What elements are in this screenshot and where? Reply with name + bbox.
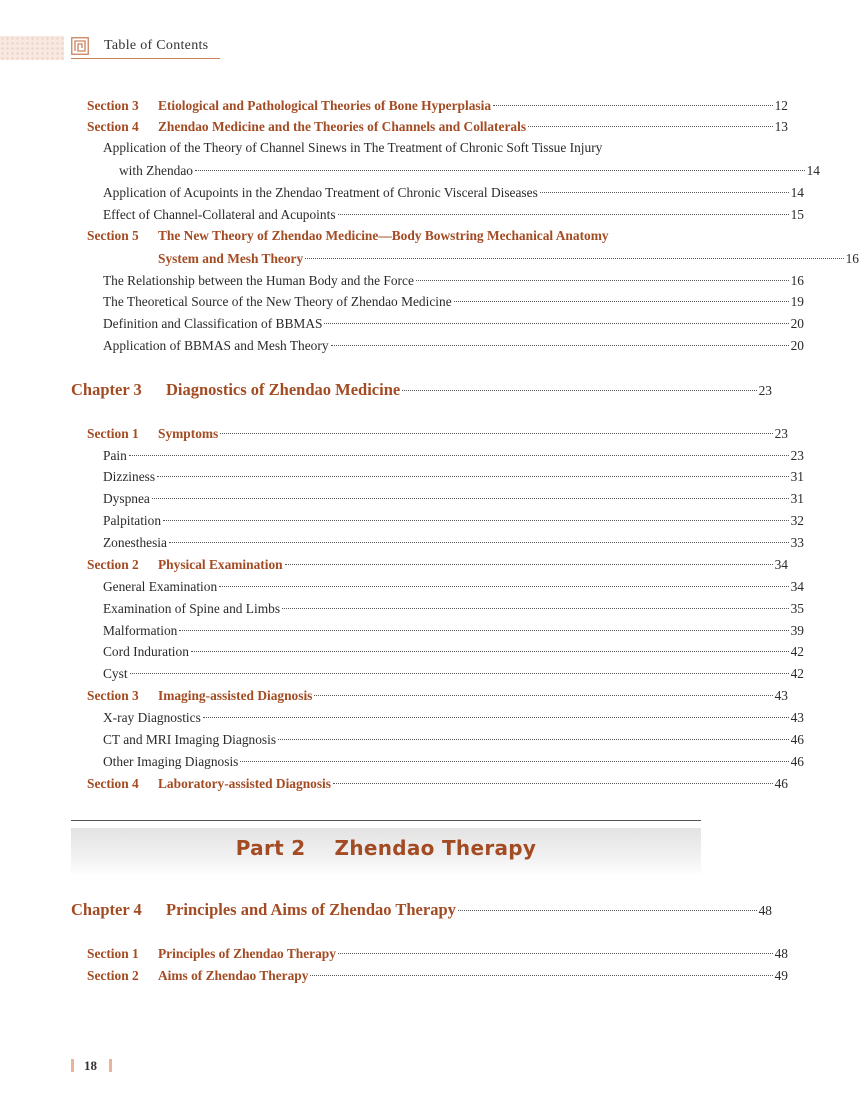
toc-item-title: The Relationship between the Human Body and the Force — [103, 273, 414, 288]
dot-leader — [333, 783, 773, 784]
page-number: 42 — [790, 644, 804, 659]
section-label: Section 2 — [87, 968, 139, 983]
toc-item-title: Cord Induration — [103, 644, 189, 659]
page-number: 14 — [790, 185, 804, 200]
dot-leader — [458, 910, 757, 911]
meander-icon — [71, 37, 89, 55]
part-title[interactable] — [71, 836, 701, 860]
page-number: 39 — [790, 623, 804, 638]
page-number: 16 — [790, 273, 804, 288]
toc-chapter[interactable] — [0, 381, 772, 407]
section-title: Principles of Zhendao Therapy — [158, 946, 336, 961]
toc-entry[interactable] — [0, 206, 804, 228]
toc-entry[interactable] — [0, 337, 804, 359]
page-number: 31 — [790, 469, 804, 484]
dot-leader — [157, 476, 789, 477]
chapter-label: Chapter 4 — [71, 900, 142, 919]
page-number: 23 — [774, 426, 788, 441]
toc-entry[interactable] — [0, 945, 788, 967]
dot-leader — [203, 717, 789, 718]
toc-item-title: Dyspnea — [103, 491, 150, 506]
page-number: 49 — [774, 968, 788, 983]
chapter-title: Diagnostics of Zhendao Medicine — [166, 380, 401, 399]
section-title: Etiological and Pathological Theories of Bone Hyperplasia — [158, 98, 492, 113]
page-number: 33 — [790, 535, 804, 550]
footer-page-number: 18 — [84, 1058, 97, 1073]
dot-leader — [129, 455, 789, 456]
toc-item-title: Definition and Classification of BBMAS — [103, 316, 323, 331]
toc-entry[interactable] — [0, 184, 804, 206]
toc-entry[interactable] — [0, 293, 804, 315]
footer-bar-left — [71, 1059, 74, 1072]
toc-entry[interactable] — [0, 315, 804, 337]
toc-entry[interactable] — [0, 709, 804, 731]
section-label: Section 4 — [87, 119, 139, 134]
toc-entry[interactable] — [0, 600, 804, 622]
dot-leader — [540, 192, 789, 193]
toc-entry[interactable] — [0, 687, 788, 709]
toc-entry[interactable] — [0, 468, 804, 490]
dot-leader — [402, 390, 756, 391]
page-number: 14 — [806, 163, 820, 178]
section-title: Symptoms — [158, 426, 219, 441]
section-label: Section 5 — [87, 228, 139, 243]
dot-leader — [324, 323, 788, 324]
dot-leader — [331, 345, 789, 346]
toc-entry[interactable] — [0, 250, 859, 272]
section-label: Section 2 — [87, 557, 139, 572]
toc-entry[interactable] — [0, 665, 804, 687]
toc-entry[interactable] — [0, 118, 788, 140]
section-label: Section 3 — [87, 688, 139, 703]
toc-entry[interactable] — [0, 97, 788, 119]
dot-leader — [191, 651, 789, 652]
toc-entry[interactable] — [0, 447, 804, 469]
section-title: Physical Examination — [158, 557, 283, 572]
dot-leader — [278, 739, 789, 740]
dot-leader — [169, 542, 789, 543]
dot-leader — [310, 975, 772, 976]
dot-leader — [219, 586, 788, 587]
section-title: The New Theory of Zhendao Medicine—Body Bowstring Mechanical Anatomy — [158, 228, 609, 243]
toc-item-title: Malformation — [103, 623, 178, 638]
toc-entry[interactable] — [0, 643, 804, 665]
toc-item-title-cont: with Zhendao — [119, 163, 194, 178]
dot-leader — [220, 433, 772, 434]
page-number: 48 — [774, 946, 788, 961]
dot-leader — [195, 170, 805, 171]
section-title: Imaging-assisted Diagnosis — [158, 688, 313, 703]
dot-leader — [179, 630, 788, 631]
page-number: 46 — [774, 776, 788, 791]
toc-item-title: Pain — [103, 448, 127, 463]
toc-item-title: Application of Acupoints in the Zhendao Treatment of Chronic Visceral Diseases — [103, 185, 538, 200]
part-divider-rule — [71, 820, 701, 821]
section-title: Laboratory-assisted Diagnosis — [158, 776, 331, 791]
chapter-label: Chapter 3 — [71, 380, 142, 399]
section-label: Section 4 — [87, 776, 139, 791]
dot-leader — [305, 258, 843, 259]
toc-entry[interactable] — [0, 731, 804, 753]
toc-chapter[interactable] — [0, 901, 772, 927]
dot-leader — [493, 105, 773, 106]
page-number: 32 — [790, 513, 804, 528]
section-label: Section 1 — [87, 426, 139, 441]
dot-leader — [528, 126, 773, 127]
toc-entry[interactable] — [0, 556, 788, 578]
dot-leader — [152, 498, 789, 499]
page-number: 23 — [790, 448, 804, 463]
part-name: Zhendao Therapy — [334, 836, 537, 860]
page-number: 46 — [790, 732, 804, 747]
toc-item-title: Application of BBMAS and Mesh Theory — [103, 338, 329, 353]
toc-item-title: Cyst — [103, 666, 128, 681]
dot-leader — [314, 695, 772, 696]
toc-item-title: The Theoretical Source of the New Theory of Zhendao Medicine — [103, 294, 452, 309]
page-number: 20 — [790, 316, 804, 331]
toc-entry[interactable] — [0, 425, 788, 447]
toc-entry[interactable] — [0, 775, 788, 797]
page-number: 34 — [790, 579, 804, 594]
toc-item-title: Palpitation — [103, 513, 162, 528]
section-label: Section 1 — [87, 946, 139, 961]
toc-entry[interactable] — [0, 578, 804, 600]
page-number: 15 — [790, 207, 804, 222]
page-number: 34 — [774, 557, 788, 572]
dot-leader — [338, 214, 789, 215]
toc-item-title: General Examination — [103, 579, 218, 594]
toc-item-title: Dizziness — [103, 469, 156, 484]
header-underline — [71, 58, 220, 59]
toc-item-title[interactable]: Application of the Theory of Channel Sinews in The Treatment of Chronic Soft Tissue Injury — [103, 140, 603, 155]
dot-leader — [416, 280, 789, 281]
page-number: 43 — [774, 688, 788, 703]
section-label: Section 3 — [87, 98, 139, 113]
dot-leader — [338, 953, 773, 954]
dot-leader — [130, 673, 789, 674]
toc-entry[interactable] — [0, 753, 804, 775]
toc-entry[interactable] — [0, 490, 804, 512]
page-number: 31 — [790, 491, 804, 506]
dot-leader — [454, 301, 789, 302]
header-pattern — [0, 36, 64, 60]
dot-leader — [163, 520, 789, 521]
page-number: 13 — [774, 119, 788, 134]
footer-bar-right — [109, 1059, 112, 1072]
chapter-title: Principles and Aims of Zhendao Therapy — [166, 900, 456, 919]
toc-item-title: X-ray Diagnostics — [103, 710, 201, 725]
section-title-cont: System and Mesh Theory — [158, 251, 304, 266]
header-title: Table of Contents — [104, 38, 209, 53]
toc-item-title: CT and MRI Imaging Diagnosis — [103, 732, 277, 747]
toc-entry[interactable] — [0, 272, 804, 294]
toc-entry[interactable] — [0, 967, 788, 989]
page-number: 42 — [790, 666, 804, 681]
page-number: 23 — [758, 383, 772, 398]
page-number: 35 — [790, 601, 804, 616]
page-number: 48 — [758, 903, 772, 918]
toc-entry[interactable] — [0, 512, 804, 534]
page-number: 19 — [790, 294, 804, 309]
dot-leader — [240, 761, 788, 762]
page-number: 20 — [790, 338, 804, 353]
toc-section-heading[interactable] — [87, 228, 609, 244]
page-number: 43 — [790, 710, 804, 725]
toc-item-title: Zonesthesia — [103, 535, 167, 550]
page-number: 12 — [774, 98, 788, 113]
toc-entry[interactable] — [0, 534, 804, 556]
toc-item-title: Effect of Channel-Collateral and Acupoints — [103, 207, 336, 222]
dot-leader — [285, 564, 773, 565]
page-number: 16 — [845, 251, 859, 266]
dot-leader — [282, 608, 789, 609]
part-label: Part 2 — [235, 836, 306, 860]
toc-item-title: Other Imaging Diagnosis — [103, 754, 239, 769]
toc-entry[interactable] — [0, 162, 820, 184]
page-number: 46 — [790, 754, 804, 769]
toc-entry[interactable] — [0, 622, 804, 644]
section-title: Aims of Zhendao Therapy — [158, 968, 309, 983]
section-title: Zhendao Medicine and the Theories of Channels and Collaterals — [158, 119, 527, 134]
toc-item-title: Examination of Spine and Limbs — [103, 601, 281, 616]
